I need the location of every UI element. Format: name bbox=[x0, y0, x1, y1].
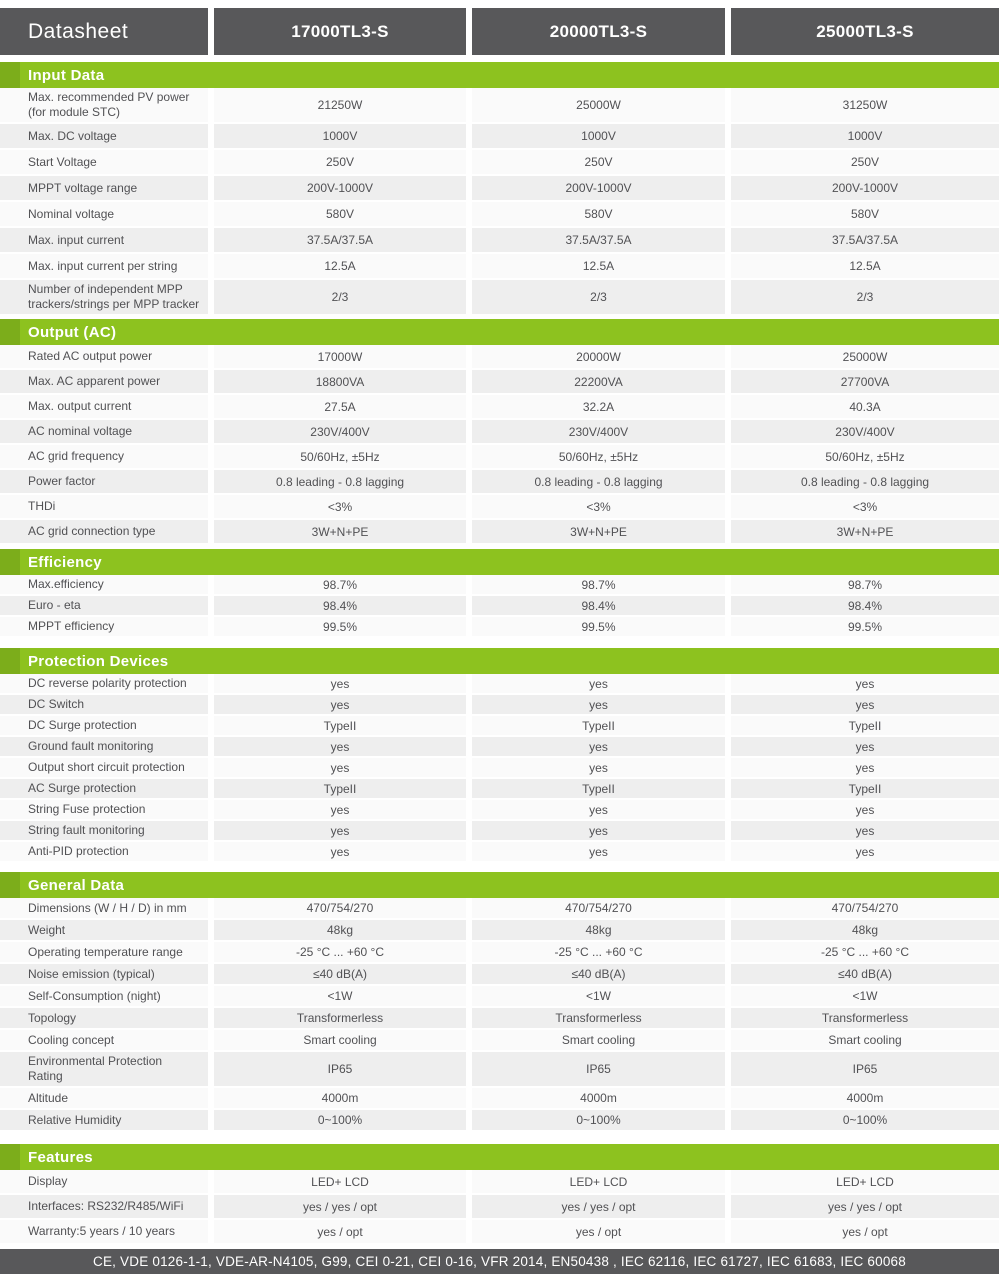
spec-row bbox=[0, 280, 999, 314]
spec-value-model-2: 98.7% bbox=[472, 575, 725, 594]
spec-label: Warranty:5 years / 10 years bbox=[0, 1220, 208, 1243]
section-efficiency bbox=[0, 549, 999, 636]
spec-label: Max. input current per string bbox=[0, 254, 208, 278]
spec-label: AC grid frequency bbox=[0, 445, 208, 468]
spec-value-model-2: TypeII bbox=[472, 779, 725, 798]
spec-value-model-1: 3W+N+PE bbox=[214, 520, 466, 543]
spec-value-model-1: yes / opt bbox=[214, 1220, 466, 1243]
spec-row bbox=[0, 1110, 999, 1130]
spec-value-model-1: Transformerless bbox=[214, 1008, 466, 1028]
spec-value-model-2: TypeII bbox=[472, 716, 725, 735]
spec-value-model-3: yes / opt bbox=[731, 1220, 999, 1243]
spec-row bbox=[0, 1195, 999, 1218]
spec-value-model-2: Transformerless bbox=[472, 1008, 725, 1028]
spec-value-model-1: yes bbox=[214, 842, 466, 861]
spec-label: Display bbox=[0, 1170, 208, 1193]
spec-label: String Fuse protection bbox=[0, 800, 208, 819]
section-features bbox=[0, 1144, 999, 1243]
spec-row bbox=[0, 254, 999, 278]
spec-value-model-2: 1000V bbox=[472, 124, 725, 148]
spec-label: MPPT efficiency bbox=[0, 617, 208, 636]
spec-value-model-2: 25000W bbox=[472, 88, 725, 122]
spec-value-model-2: <1W bbox=[472, 986, 725, 1006]
spec-value-model-3: 40.3A bbox=[731, 395, 999, 418]
spec-label: DC Switch bbox=[0, 695, 208, 714]
spec-value-model-2: 200V-1000V bbox=[472, 176, 725, 200]
spec-row bbox=[0, 920, 999, 940]
spec-label: Noise emission (typical) bbox=[0, 964, 208, 984]
spec-label: Max. AC apparent power bbox=[0, 370, 208, 393]
spec-row bbox=[0, 370, 999, 393]
spec-value-model-1: -25 °C ... +60 °C bbox=[214, 942, 466, 962]
spec-value-model-2: yes bbox=[472, 758, 725, 777]
spec-label: Relative Humidity bbox=[0, 1110, 208, 1130]
model-column-header-1: 17000TL3-S bbox=[214, 8, 466, 55]
spec-value-model-3: yes bbox=[731, 695, 999, 714]
section-title: Features bbox=[28, 1148, 93, 1166]
spec-value-model-3: 2/3 bbox=[731, 280, 999, 314]
spec-label: Power factor bbox=[0, 470, 208, 493]
spec-row bbox=[0, 1170, 999, 1193]
section-header-bar bbox=[0, 319, 999, 345]
spec-value-model-1: 2/3 bbox=[214, 280, 466, 314]
section-rows bbox=[0, 1170, 999, 1243]
section-header-bar bbox=[0, 549, 999, 575]
spec-label: AC nominal voltage bbox=[0, 420, 208, 443]
section-accent-cap bbox=[0, 872, 20, 898]
spec-value-model-2: yes bbox=[472, 842, 725, 861]
spec-row bbox=[0, 898, 999, 918]
spec-row bbox=[0, 470, 999, 493]
spec-row bbox=[0, 821, 999, 840]
spec-value-model-3: yes bbox=[731, 674, 999, 693]
spec-value-model-3: yes bbox=[731, 842, 999, 861]
spec-value-model-3: TypeII bbox=[731, 779, 999, 798]
spec-row bbox=[0, 495, 999, 518]
certifications-bar bbox=[0, 1249, 999, 1274]
spec-label: Max. output current bbox=[0, 395, 208, 418]
section-rows bbox=[0, 898, 999, 1130]
spec-value-model-3: 470/754/270 bbox=[731, 898, 999, 918]
spec-value-model-1: 99.5% bbox=[214, 617, 466, 636]
spec-table bbox=[0, 62, 999, 1243]
spec-value-model-3: yes bbox=[731, 800, 999, 819]
spec-value-model-3: 230V/400V bbox=[731, 420, 999, 443]
spec-value-model-1: 0~100% bbox=[214, 1110, 466, 1130]
spec-row bbox=[0, 695, 999, 714]
spec-row bbox=[0, 1052, 999, 1086]
spec-label: Start Voltage bbox=[0, 150, 208, 174]
spec-value-model-3: 250V bbox=[731, 150, 999, 174]
spec-value-model-3: <3% bbox=[731, 495, 999, 518]
section-header-bar bbox=[0, 1144, 999, 1170]
spec-value-model-3: 50/60Hz, ±5Hz bbox=[731, 445, 999, 468]
spec-value-model-1: 1000V bbox=[214, 124, 466, 148]
section-protection-devices bbox=[0, 648, 999, 861]
spec-label: Euro - eta bbox=[0, 596, 208, 615]
spec-value-model-3: 4000m bbox=[731, 1088, 999, 1108]
spec-value-model-2: yes bbox=[472, 737, 725, 756]
spec-value-model-1: IP65 bbox=[214, 1052, 466, 1086]
spec-value-model-1: 98.7% bbox=[214, 575, 466, 594]
spec-value-model-3: 31250W bbox=[731, 88, 999, 122]
section-rows bbox=[0, 575, 999, 636]
section-accent-cap bbox=[0, 648, 20, 674]
spec-value-model-1: TypeII bbox=[214, 779, 466, 798]
spec-value-model-3: Smart cooling bbox=[731, 1030, 999, 1050]
spec-value-model-3: 98.4% bbox=[731, 596, 999, 615]
spec-value-model-1: LED+ LCD bbox=[214, 1170, 466, 1193]
spec-label: DC Surge protection bbox=[0, 716, 208, 735]
spec-value-model-2: 20000W bbox=[472, 345, 725, 368]
spec-label: Environmental Protection Rating bbox=[0, 1052, 208, 1086]
spec-value-model-3: yes bbox=[731, 737, 999, 756]
spec-row bbox=[0, 596, 999, 615]
spec-value-model-1: 250V bbox=[214, 150, 466, 174]
spec-row bbox=[0, 445, 999, 468]
spec-value-model-1: yes / yes / opt bbox=[214, 1195, 466, 1218]
spec-label: Max.efficiency bbox=[0, 575, 208, 594]
spec-value-model-1: 48kg bbox=[214, 920, 466, 940]
model-column-header-2: 20000TL3-S bbox=[472, 8, 725, 55]
spec-value-model-2: 250V bbox=[472, 150, 725, 174]
spec-value-model-3: <1W bbox=[731, 986, 999, 1006]
spec-row bbox=[0, 420, 999, 443]
spec-value-model-3: LED+ LCD bbox=[731, 1170, 999, 1193]
spec-label: Dimensions (W / H / D) in mm bbox=[0, 898, 208, 918]
section-header-bar bbox=[0, 62, 999, 88]
spec-row bbox=[0, 1030, 999, 1050]
section-output-ac bbox=[0, 319, 999, 543]
spec-label: DC reverse polarity protection bbox=[0, 674, 208, 693]
spec-value-model-3: 48kg bbox=[731, 920, 999, 940]
spec-value-model-1: 50/60Hz, ±5Hz bbox=[214, 445, 466, 468]
spec-value-model-2: yes / opt bbox=[472, 1220, 725, 1243]
section-title: General Data bbox=[28, 876, 125, 894]
spec-row bbox=[0, 842, 999, 861]
spec-value-model-2: 230V/400V bbox=[472, 420, 725, 443]
spec-label: Ground fault monitoring bbox=[0, 737, 208, 756]
spec-label: Rated AC output power bbox=[0, 345, 208, 368]
spec-row bbox=[0, 150, 999, 174]
spec-value-model-3: 27700VA bbox=[731, 370, 999, 393]
spec-label: AC Surge protection bbox=[0, 779, 208, 798]
spec-value-model-1: 27.5A bbox=[214, 395, 466, 418]
spec-value-model-1: yes bbox=[214, 674, 466, 693]
spec-label: String fault monitoring bbox=[0, 821, 208, 840]
spec-value-model-2: Smart cooling bbox=[472, 1030, 725, 1050]
spec-value-model-1: 4000m bbox=[214, 1088, 466, 1108]
spec-label: Max. input current bbox=[0, 228, 208, 252]
spec-row bbox=[0, 1088, 999, 1108]
spec-label: THDi bbox=[0, 495, 208, 518]
spec-row bbox=[0, 737, 999, 756]
spec-value-model-2: yes bbox=[472, 695, 725, 714]
spec-value-model-3: Transformerless bbox=[731, 1008, 999, 1028]
spec-value-model-1: 21250W bbox=[214, 88, 466, 122]
spec-value-model-3: 0~100% bbox=[731, 1110, 999, 1130]
spec-value-model-3: 12.5A bbox=[731, 254, 999, 278]
spec-value-model-1: yes bbox=[214, 758, 466, 777]
spec-value-model-1: yes bbox=[214, 821, 466, 840]
spec-row bbox=[0, 345, 999, 368]
spec-label: Nominal voltage bbox=[0, 202, 208, 226]
spec-value-model-2: 37.5A/37.5A bbox=[472, 228, 725, 252]
spec-value-model-1: 37.5A/37.5A bbox=[214, 228, 466, 252]
spec-value-model-3: IP65 bbox=[731, 1052, 999, 1086]
spec-value-model-1: <3% bbox=[214, 495, 466, 518]
spec-row bbox=[0, 964, 999, 984]
datasheet-title: Datasheet bbox=[0, 8, 208, 55]
spec-value-model-1: 17000W bbox=[214, 345, 466, 368]
spec-value-model-1: 230V/400V bbox=[214, 420, 466, 443]
spec-label: Output short circuit protection bbox=[0, 758, 208, 777]
spec-value-model-3: 25000W bbox=[731, 345, 999, 368]
spec-value-model-2: 2/3 bbox=[472, 280, 725, 314]
spec-row bbox=[0, 716, 999, 735]
section-input-data bbox=[0, 62, 999, 314]
spec-label: Weight bbox=[0, 920, 208, 940]
spec-value-model-2: <3% bbox=[472, 495, 725, 518]
section-rows bbox=[0, 345, 999, 543]
spec-label: Operating temperature range bbox=[0, 942, 208, 962]
spec-value-model-2: 50/60Hz, ±5Hz bbox=[472, 445, 725, 468]
spec-row bbox=[0, 575, 999, 594]
spec-value-model-2: 3W+N+PE bbox=[472, 520, 725, 543]
spec-row bbox=[0, 395, 999, 418]
spec-row bbox=[0, 779, 999, 798]
spec-value-model-1: ≤40 dB(A) bbox=[214, 964, 466, 984]
section-header-bar bbox=[0, 872, 999, 898]
spec-row bbox=[0, 1220, 999, 1243]
spec-row bbox=[0, 758, 999, 777]
section-title: Input Data bbox=[28, 66, 105, 84]
spec-value-model-2: 0~100% bbox=[472, 1110, 725, 1130]
section-title: Efficiency bbox=[28, 553, 102, 571]
spec-value-model-3: yes bbox=[731, 821, 999, 840]
spec-value-model-1: <1W bbox=[214, 986, 466, 1006]
spec-value-model-3: yes bbox=[731, 758, 999, 777]
section-title: Protection Devices bbox=[28, 652, 169, 670]
spec-value-model-3: 3W+N+PE bbox=[731, 520, 999, 543]
section-header-bar bbox=[0, 648, 999, 674]
spec-label: Topology bbox=[0, 1008, 208, 1028]
spec-label: MPPT voltage range bbox=[0, 176, 208, 200]
spec-value-model-3: TypeII bbox=[731, 716, 999, 735]
spec-value-model-2: 12.5A bbox=[472, 254, 725, 278]
spec-value-model-2: LED+ LCD bbox=[472, 1170, 725, 1193]
spec-value-model-2: 4000m bbox=[472, 1088, 725, 1108]
spec-value-model-3: 1000V bbox=[731, 124, 999, 148]
section-accent-cap bbox=[0, 319, 20, 345]
spec-value-model-1: 580V bbox=[214, 202, 466, 226]
spec-label: Interfaces: RS232/R485/WiFi bbox=[0, 1195, 208, 1218]
spec-value-model-2: 32.2A bbox=[472, 395, 725, 418]
spec-row bbox=[0, 800, 999, 819]
spec-value-model-2: 0.8 leading - 0.8 lagging bbox=[472, 470, 725, 493]
spec-value-model-3: 0.8 leading - 0.8 lagging bbox=[731, 470, 999, 493]
spec-label: Cooling concept bbox=[0, 1030, 208, 1050]
spec-value-model-2: 99.5% bbox=[472, 617, 725, 636]
spec-row bbox=[0, 674, 999, 693]
spec-value-model-2: yes bbox=[472, 674, 725, 693]
spec-value-model-1: 470/754/270 bbox=[214, 898, 466, 918]
spec-row bbox=[0, 1008, 999, 1028]
spec-value-model-2: yes bbox=[472, 800, 725, 819]
spec-row bbox=[0, 617, 999, 636]
spec-value-model-3: 99.5% bbox=[731, 617, 999, 636]
section-rows bbox=[0, 674, 999, 861]
spec-value-model-2: yes / yes / opt bbox=[472, 1195, 725, 1218]
spec-row bbox=[0, 88, 999, 122]
section-general-data bbox=[0, 872, 999, 1130]
spec-value-model-1: 18800VA bbox=[214, 370, 466, 393]
spec-label: Altitude bbox=[0, 1088, 208, 1108]
spec-value-model-1: 0.8 leading - 0.8 lagging bbox=[214, 470, 466, 493]
spec-value-model-3: 200V-1000V bbox=[731, 176, 999, 200]
spec-label: Max. recommended PV power (for module STC) bbox=[0, 88, 208, 122]
spec-row bbox=[0, 202, 999, 226]
spec-value-model-1: TypeII bbox=[214, 716, 466, 735]
spec-value-model-2: 580V bbox=[472, 202, 725, 226]
spec-value-model-3: ≤40 dB(A) bbox=[731, 964, 999, 984]
spec-row bbox=[0, 228, 999, 252]
spec-label: Max. DC voltage bbox=[0, 124, 208, 148]
spec-value-model-1: Smart cooling bbox=[214, 1030, 466, 1050]
spec-value-model-3: yes / yes / opt bbox=[731, 1195, 999, 1218]
spec-value-model-2: -25 °C ... +60 °C bbox=[472, 942, 725, 962]
spec-value-model-3: 580V bbox=[731, 202, 999, 226]
table-header-row bbox=[0, 8, 999, 55]
spec-value-model-3: -25 °C ... +60 °C bbox=[731, 942, 999, 962]
spec-label: Anti-PID protection bbox=[0, 842, 208, 861]
spec-value-model-2: yes bbox=[472, 821, 725, 840]
certifications-text: CE, VDE 0126-1-1, VDE-AR-N4105, G99, CEI 0-21, CEI 0-16, VFR 2014, EN50438 , IEC 62116, IEC 61727, IEC 61683, IEC 60068 bbox=[93, 1254, 906, 1269]
spec-row bbox=[0, 124, 999, 148]
section-accent-cap bbox=[0, 549, 20, 575]
section-accent-cap bbox=[0, 1144, 20, 1170]
spec-value-model-2: 98.4% bbox=[472, 596, 725, 615]
section-rows bbox=[0, 88, 999, 314]
spec-row bbox=[0, 520, 999, 543]
spec-row bbox=[0, 986, 999, 1006]
spec-row bbox=[0, 176, 999, 200]
section-title: Output (AC) bbox=[28, 323, 117, 341]
section-accent-cap bbox=[0, 62, 20, 88]
spec-value-model-1: 98.4% bbox=[214, 596, 466, 615]
spec-value-model-1: yes bbox=[214, 737, 466, 756]
spec-value-model-2: 48kg bbox=[472, 920, 725, 940]
spec-value-model-2: IP65 bbox=[472, 1052, 725, 1086]
spec-value-model-3: 98.7% bbox=[731, 575, 999, 594]
spec-label: Number of independent MPP trackers/strings per MPP tracker bbox=[0, 280, 208, 314]
spec-label: AC grid connection type bbox=[0, 520, 208, 543]
model-column-header-3: 25000TL3-S bbox=[731, 8, 999, 55]
spec-value-model-1: yes bbox=[214, 800, 466, 819]
spec-value-model-2: ≤40 dB(A) bbox=[472, 964, 725, 984]
spec-value-model-3: 37.5A/37.5A bbox=[731, 228, 999, 252]
spec-row bbox=[0, 942, 999, 962]
spec-value-model-2: 22200VA bbox=[472, 370, 725, 393]
spec-value-model-1: yes bbox=[214, 695, 466, 714]
spec-label: Self-Consumption (night) bbox=[0, 986, 208, 1006]
spec-value-model-2: 470/754/270 bbox=[472, 898, 725, 918]
spec-value-model-1: 12.5A bbox=[214, 254, 466, 278]
spec-value-model-1: 200V-1000V bbox=[214, 176, 466, 200]
